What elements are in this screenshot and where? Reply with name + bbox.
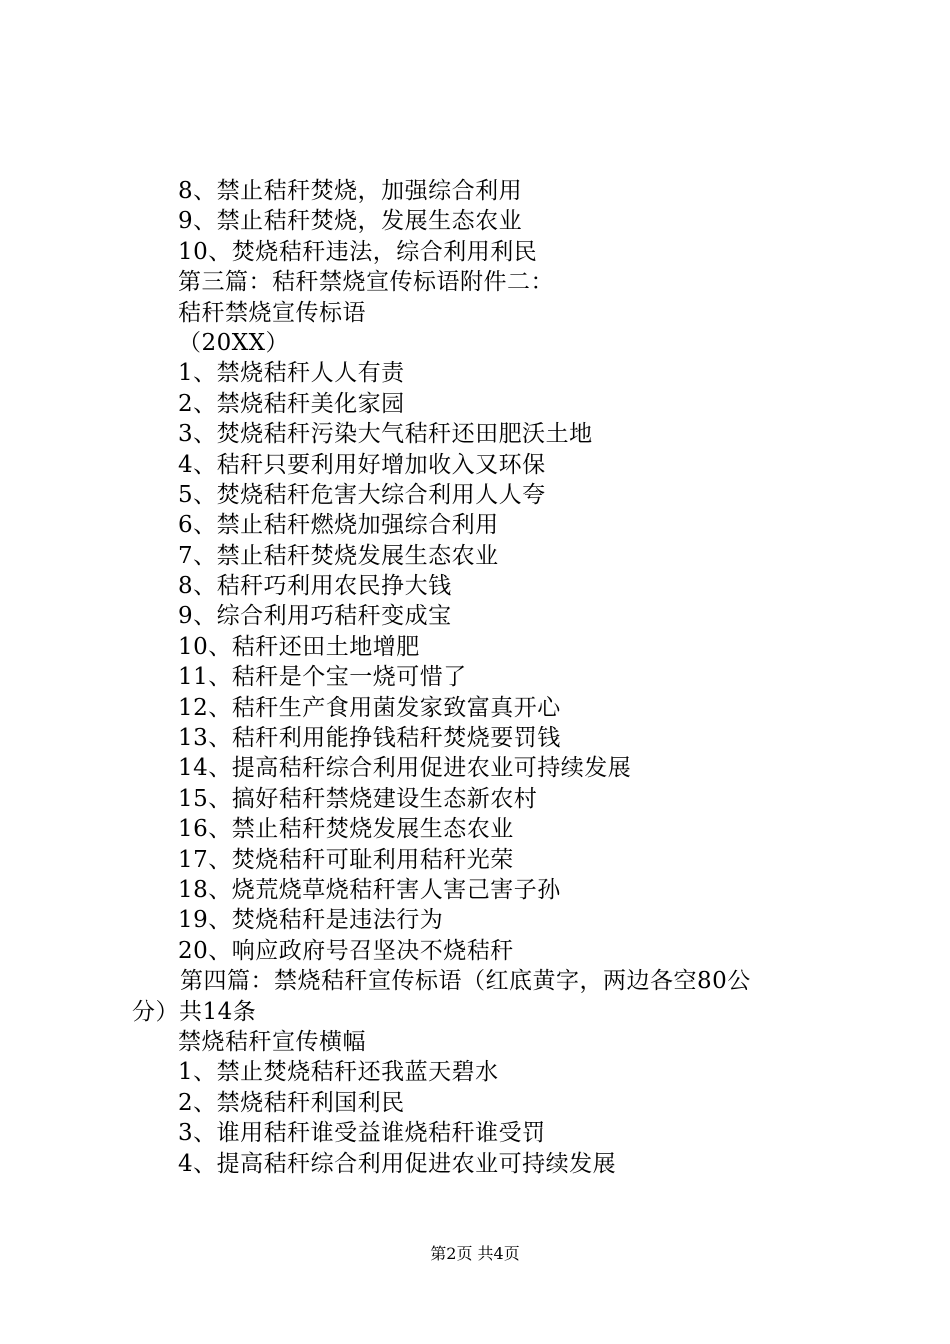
text-line: 4、秸秆只要利用好增加收入又环保: [178, 451, 546, 478]
text-line: 3、焚烧秸秆污染大气秸秆还田肥沃土地: [178, 421, 593, 448]
text-line: 10、焚烧秸秆违法，综合利用利民: [178, 238, 538, 265]
text-line: 3、谁用秸秆谁受益谁烧秸秆谁受罚: [178, 1120, 546, 1147]
text-line: 20、响应政府号召坚决不烧秸秆: [178, 937, 514, 964]
text-line: 5、焚烧秸秆危害大综合利用人人夸: [178, 481, 546, 508]
text-line: 2、禁烧秸秆利国利民: [178, 1089, 405, 1116]
text-line: 15、搞好秸秆禁烧建设生态新农村: [178, 785, 538, 812]
text-line: 4、提高秸秆综合利用促进农业可持续发展: [178, 1150, 617, 1177]
section-heading: 第四篇：禁烧秸秆宣传标语（红底黄字，两边各空80公: [180, 968, 751, 995]
text-line: 2、禁烧秸秆美化家园: [178, 390, 405, 417]
text-line: 13、秸秆利用能挣钱秸秆焚烧要罚钱: [178, 725, 561, 752]
text-line: 8、秸秆巧利用农民挣大钱: [178, 573, 452, 600]
text-line: 9、综合利用巧秸秆变成宝: [178, 603, 452, 630]
text-line: 11、秸秆是个宝一烧可惜了: [178, 664, 467, 691]
text-line: 17、焚烧秸秆可耻利用秸秆光荣: [178, 846, 514, 873]
page-footer: 第2页 共4页: [430, 1244, 520, 1263]
text-line: 19、焚烧秸秆是违法行为: [178, 907, 444, 934]
text-line: 9、禁止秸秆焚烧，发展生态农业: [178, 208, 523, 235]
text-line: 8、禁止秸秆焚烧，加强综合利用: [178, 178, 523, 204]
text-line: 10、秸秆还田土地增肥: [178, 633, 420, 660]
section-title: 秸秆禁烧宣传标语: [178, 299, 366, 326]
section-heading: 第三篇：秸秆禁烧宣传标语附件二：: [178, 269, 554, 296]
text-line: 18、烧荒烧草烧秸秆害人害己害子孙: [178, 876, 561, 903]
section-year: （20XX）: [178, 329, 290, 356]
section-title: 禁烧秸秆宣传横幅: [178, 1028, 366, 1055]
text-line: 1、禁烧秸秆人人有责: [178, 360, 405, 387]
section-heading-continuation: 分）共14条: [132, 998, 257, 1025]
text-line: 16、禁止秸秆焚烧发展生态农业: [178, 816, 514, 843]
text-line: 1、禁止焚烧秸秆还我蓝天碧水: [178, 1059, 499, 1086]
text-line: 14、提高秸秆综合利用促进农业可持续发展: [178, 755, 632, 782]
text-line: 7、禁止秸秆焚烧发展生态农业: [178, 542, 499, 569]
document-body: [132, 176, 832, 1179]
text-line: 6、禁止秸秆燃烧加强综合利用: [178, 512, 499, 539]
text-line: 12、秸秆生产食用菌发家致富真开心: [178, 694, 561, 721]
